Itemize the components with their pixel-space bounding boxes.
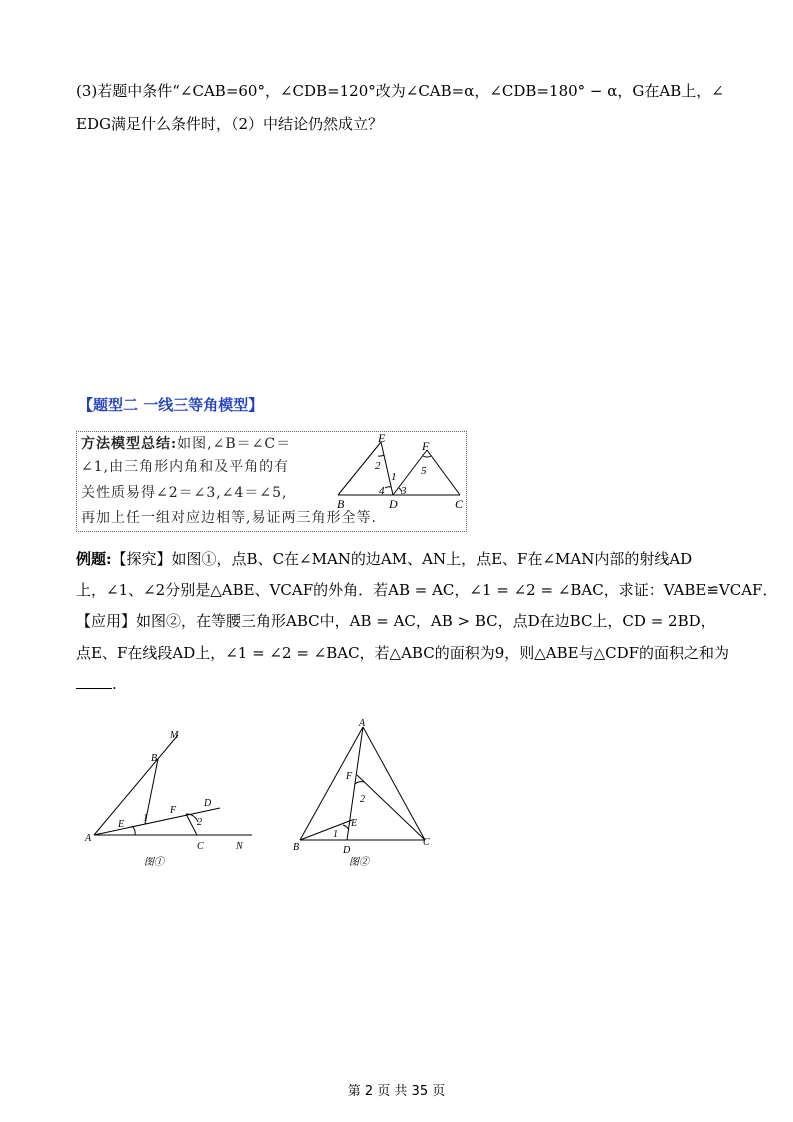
summary-line-3: 关性质易得∠2＝∠3,∠4＝∠5, xyxy=(81,485,288,501)
summary-title: 方法模型总结: xyxy=(81,436,178,452)
fig1-angle-2: 2 xyxy=(197,817,202,828)
example-line-5 xyxy=(76,673,117,695)
summary-line-1 xyxy=(81,433,291,455)
fig2-caption: 图② xyxy=(349,857,369,868)
summary-line-4: 再加上任一组对应边相等,易证两三角形全等. xyxy=(81,510,377,526)
example-line-3: 【应用】如图②，在等腰三角形ABC中，AB = AC，AB > BC，点D在边BC上，CD = 2BD， xyxy=(76,612,716,630)
summary-figure xyxy=(333,432,466,512)
figure-2 xyxy=(285,712,435,872)
fig-angle-3: 3 xyxy=(401,485,407,497)
example-label: 例题: xyxy=(76,550,112,568)
page-footer: 第 2 页 共 35 页 xyxy=(347,1084,446,1099)
fig1-label-D: D xyxy=(204,798,212,809)
section-heading: 【题型二 一线三等角模型】 xyxy=(78,396,264,414)
question-3-line-2: EDG满足什么条件时，（2）中结论仍然成立？ xyxy=(76,115,384,133)
question-3-line-1: (3)若题中条件“∠CAB=60°，∠CDB=120°改为∠CAB=α，∠CDB=180° − α，G在AB上，∠ xyxy=(76,82,724,100)
fig1-angle-1: 1 xyxy=(143,813,148,824)
example-line-5-end: . xyxy=(112,675,117,693)
example-line-1 xyxy=(76,548,692,570)
fig-label-D: D xyxy=(389,497,398,511)
answer-blank xyxy=(76,674,112,689)
fig1-label-A: A xyxy=(85,833,92,844)
fig-label-C: C xyxy=(455,497,464,511)
fig2-label-F: F xyxy=(346,771,353,782)
figure-1 xyxy=(80,722,270,872)
fig2-label-D: D xyxy=(343,845,351,856)
fig-angle-2: 2 xyxy=(375,460,381,472)
fig2-angle-2: 2 xyxy=(360,794,365,805)
method-summary-box xyxy=(76,431,467,532)
fig2-label-B: B xyxy=(293,842,300,853)
fig2-label-A: A xyxy=(359,718,366,729)
fig-label-E: E xyxy=(378,432,386,445)
fig1-label-N: N xyxy=(236,841,243,852)
fig-angle-4: 4 xyxy=(379,485,385,497)
summary-line-1-text: 如图,∠B＝∠C＝ xyxy=(177,436,292,452)
fig-label-F: F xyxy=(422,439,430,453)
fig1-caption: 图① xyxy=(144,857,164,868)
example-line-2: 上，∠1、∠2分别是△ABE、VCAF的外角．若AB = AC，∠1 = ∠2 = ∠BAC，求证：VABE≌VCAF． xyxy=(76,581,778,599)
summary-line-2: ∠1,由三角形内角和及平角的有 xyxy=(81,459,290,475)
example-line-1-text: 【探究】如图①，点B、C在∠MAN的边AM、AN上，点E、F在∠MAN内部的射线AD xyxy=(111,550,693,568)
fig1-label-E: E xyxy=(118,819,125,830)
fig-angle-5: 5 xyxy=(421,465,427,477)
fig1-label-M: M xyxy=(170,730,179,741)
example-line-4: 点E、F在线段AD上，∠1 = ∠2 = ∠BAC，若△ABC的面积为9，则△ABE与△CDF的面积之和为 xyxy=(76,644,730,662)
fig-angle-1: 1 xyxy=(391,471,397,483)
fig2-label-E: E xyxy=(351,818,358,829)
fig2-label-C: C xyxy=(423,837,430,848)
fig1-label-C: C xyxy=(197,841,204,852)
fig1-label-B: B xyxy=(151,753,158,764)
fig1-label-F: F xyxy=(170,805,177,816)
fig-label-B: B xyxy=(337,497,345,511)
fig2-angle-1: 1 xyxy=(333,829,338,840)
